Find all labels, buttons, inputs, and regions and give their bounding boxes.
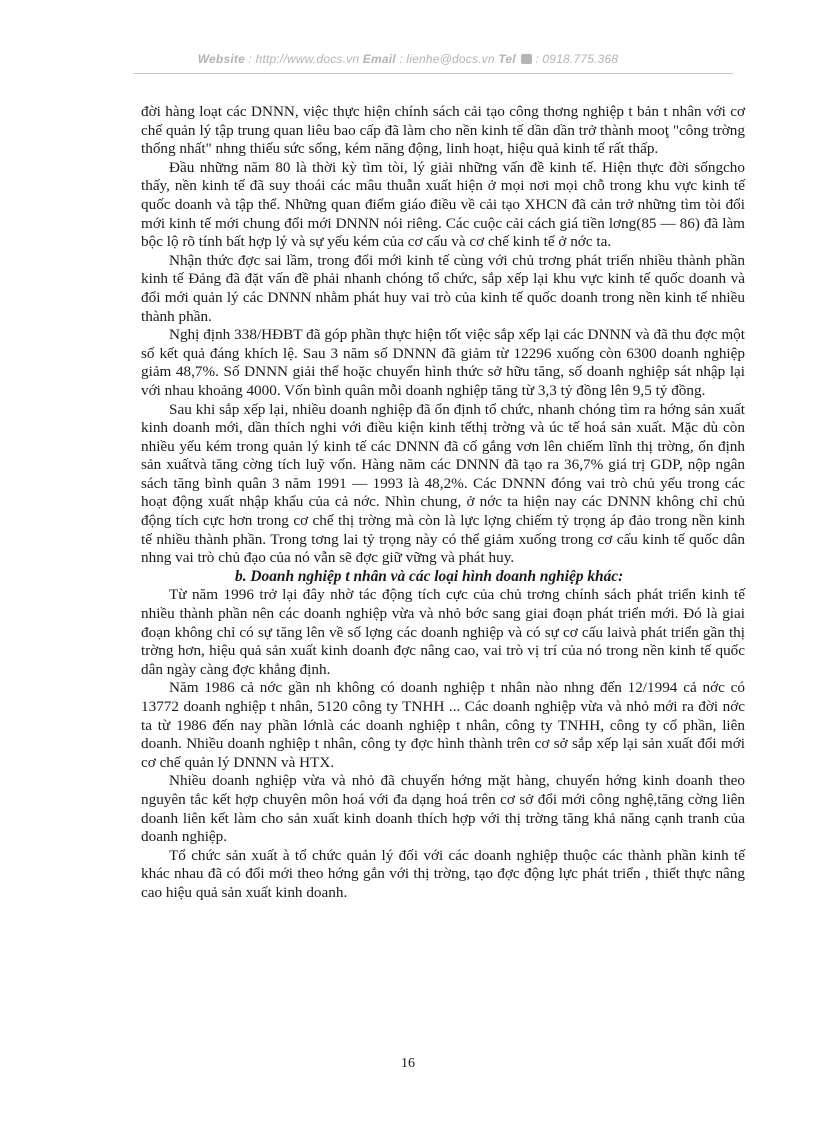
- tel-label: Tel: [498, 52, 516, 66]
- tel-value: : 0918.775.368: [535, 52, 619, 66]
- paragraph: Từ năm 1996 trở lại đây nhờ tác động tích cực của chủ trơng chính sách phát triển kinh tế nhiều thành phần nên các doanh nghiệp vừa và nhỏ bớc sang giai đoạn phát triển mới. Đó là giai đoạn không chỉ có sự tăng lên về số lợng các doanh nghiệp và có sự cơ cấu laivà phát triển gần thị trờng hơn, hiệu quả sản xuất kinh doanh đợc nâng cao, vai trò vị trí của nó trong nền kinh tế quốc dân ngày càng đợc khẳng định.: [141, 586, 745, 678]
- email-label: Email: [362, 52, 396, 66]
- document-body: [141, 103, 745, 903]
- section-heading: b. Doanh nghiệp t nhân và các loại hình doanh nghiệp khác:: [235, 567, 624, 585]
- paragraph: Sau khi sắp xếp lại, nhiều doanh nghiệp đã ổn định tổ chức, nhanh chóng tìm ra hớng sản xuất kinh doanh mới, dần thích nghi với điều kiện kinh tếthị trờng và úc tế hoá sản xuất. Mặc dù còn nhiều yếu kém trong quản lý kinh tế các DNNN đã cố gắng vơn lên chiếm lĩnh thị trờng, ổn định sản xuấtvà tăng cờng tích luỹ vốn. Hàng năm các DNNN đã tạo ra 36,7% giá trị GDP, nộp ngân sách tăng bình quân 3 năm 1991 — 1993 là 48,2%. Các DNNN đóng vai trò chủ yếu trong các hoạt động xuất nhập khẩu của cả nớc. Nhìn chung, ở nớc ta hiện nay các DNNN không chỉ chủ động tích cực hơn trong cơ chế thị trờng mà còn là lực lợng chiếm tỷ trọng áp đảo trong nền kinh tế nhiều thành phần. Trong tơng lai tỷ trọng này có thể giảm xuống trong cơ cấu kinh tế quốc dân nhng vai trò chủ đạo của nó vẫn sẽ đợc giữ vững và phát huy.: [141, 400, 745, 567]
- paragraph: Nhiều doanh nghiệp vừa và nhỏ đã chuyển hớng mặt hàng, chuyển hớng kinh doanh theo nguyên tắc kết hợp chuyên môn hoá với đa dạng hoá trên cơ sở đổi mới công nghệ,tăng cờng liên doanh liên kết làm cho sản xuất kinh doanh thích hợp với thị trờng tăng khả năng cạnh tranh của doanh nghiệp.: [141, 772, 745, 846]
- email-value: : lienhe@docs.vn: [399, 52, 495, 66]
- page-number: 16: [401, 1056, 415, 1071]
- phone-icon: [521, 54, 532, 64]
- paragraph: Tổ chức sản xuất à tổ chức quản lý đối với các doanh nghiệp thuộc các thành phần kinh tế khác nhau đã có đổi mới theo hớng gắn với thị trờng, tạo đợc động lực phát triển , thiết thực nâng cao hiệu quả sản xuất kinh doanh.: [141, 846, 745, 901]
- page-header: [0, 52, 816, 66]
- paragraph: Đầu những năm 80 là thời kỳ tìm tòi, lý giải những vấn đề kinh tế. Hiện thực đời sốngcho thấy, nền kinh tế đã suy thoái các mâu thuẫn xuất hiện ở mọi nơi mọi chỗ trong khu vực kinh tế quốc doanh và tập thể. Những quan điểm giáo điều về cải tạo XHCN đã cản trở những tìm tòi đổi mới kinh tế mới chung đổi mới DNNN nói riêng. Các cuộc cải cách giá tiền lơng(85 — 86) đã làm bộc lộ rõ tính bất hợp lý và sự yếu kém của cơ cấu và cơ chế kinh tế ở nớc ta.: [141, 158, 745, 251]
- website-label: Website: [197, 52, 245, 66]
- paragraph: Nghị định 338/HĐBT đã góp phần thực hiện tốt việc sắp xếp lại các DNNN và đã thu đợc một số kết quả đáng khích lệ. Sau 3 năm số DNNN đã giảm từ 12296 xuống còn 6300 doanh nghiệp giảm 48,7%. Số DNNN giải thể hoặc chuyển hình thức sở hữu tăng, số doanh nghiệp sát nhập lại với nhau khoảng 4000. Vốn bình quân mỗi doanh nghiệp tăng từ 3,3 tỷ đồng lên 9,5 tỷ đồng.: [141, 326, 745, 399]
- paragraph: đời hàng loạt các DNNN, việc thực hiện chính sách cải tạo công thơng nghiệp t bản t nhân với cơ chế quản lý tập trung quan liêu bao cấp đã làm cho nền kinh tế dần dần trở thành mooţ "công trờng thống nhất" nhng thiếu sức sống, kém năng động, linh hoạt, hiệu quả kinh tế rất thấp.: [141, 103, 745, 158]
- paragraph: Năm 1986 cả nớc gần nh không có doanh nghiệp t nhân nào nhng đến 12/1994 cả nớc có 13772 doanh nghiệp t nhân, 5120 công ty TNHH ... Các doanh nghiệp vừa và nhỏ mới ra đời nớc ta từ 1986 đến nay phần lớnlà các doanh nghiệp t nhân, công ty TNHH, công ty cổ phần, liên doanh. Nhiều doanh nghiệp t nhân, công ty đợc hình thành trên cơ sở sắp xếp lại sản xuất đổi mới cơ chế quản lý DNNN và HTX.: [141, 679, 745, 771]
- header-divider: [133, 73, 733, 74]
- website-value: : http://www.docs.vn: [248, 52, 360, 66]
- paragraph: Nhận thức đợc sai lầm, trong đổi mới kinh tế cùng với chủ trơng phát triển nhiều thành phần kinh tế Đảng đã đặt vấn đề phải nhanh chóng tổ chức, sắp xếp lại khu vực kinh tế quốc doanh và đổi mới quản lý các DNNN nhằm phát huy vai trò của kinh tế quốc doanh trong nền kinh tế nhiều thành phần.: [141, 251, 745, 325]
